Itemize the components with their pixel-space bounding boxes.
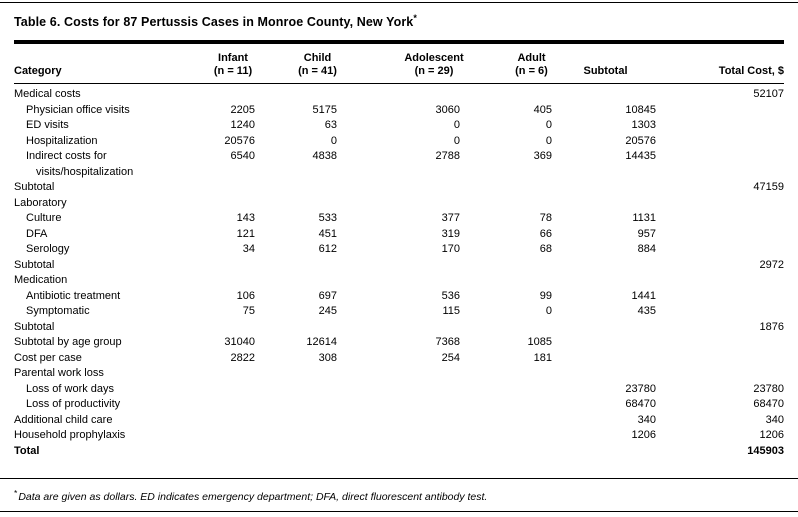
subtotal-value-cell: 435 bbox=[637, 305, 656, 318]
child-value-cell bbox=[276, 382, 359, 398]
total-cost-value-cell: 52 107 bbox=[753, 88, 784, 101]
child-value-cell: 12 614 bbox=[306, 336, 337, 349]
adult-value-cell bbox=[489, 180, 574, 196]
infant-value-cell: 31 040 bbox=[224, 336, 255, 349]
child-value-cell bbox=[276, 428, 359, 444]
adult-value-cell: 0 bbox=[545, 134, 552, 147]
subtotal-value-cell: 68 470 bbox=[625, 398, 656, 411]
infant-value-cell: 1240 bbox=[230, 119, 255, 132]
infant-value-cell: 20 576 bbox=[224, 134, 255, 147]
total-cost-value-cell bbox=[677, 118, 784, 134]
category-label: Laboratory bbox=[14, 196, 67, 209]
table-row bbox=[14, 258, 784, 274]
adolescent-value-cell: 3060 bbox=[435, 103, 460, 116]
subtotal-value-cell: 23 780 bbox=[625, 382, 656, 395]
table-row bbox=[14, 227, 784, 243]
table-row bbox=[14, 444, 784, 460]
total-cost-value-cell: 47 159 bbox=[753, 181, 784, 194]
infant-value-cell bbox=[190, 444, 276, 460]
costs-table bbox=[14, 44, 784, 459]
adolescent-value-cell: 2788 bbox=[435, 150, 460, 163]
adolescent-value-cell: 115 bbox=[442, 305, 460, 318]
category-cell bbox=[14, 335, 190, 351]
category-label: Medication bbox=[14, 274, 68, 287]
table-title-text: Table 6. Costs for 87 Pertussis Cases in Monroe County, New York bbox=[14, 15, 414, 30]
category-label: Additional child care bbox=[14, 413, 113, 426]
table-row bbox=[14, 366, 784, 382]
category-label: Subtotal bbox=[14, 320, 55, 333]
table-row bbox=[14, 351, 784, 367]
child-value-cell bbox=[276, 413, 359, 429]
category-cell bbox=[14, 413, 190, 429]
category-label: Serology bbox=[26, 243, 70, 256]
category-label: Subtotal bbox=[14, 181, 55, 194]
table-row bbox=[14, 149, 784, 180]
adult-value-cell: 405 bbox=[533, 103, 552, 116]
subtotal-value-cell: 1303 bbox=[631, 119, 656, 132]
subtotal-value-cell bbox=[574, 258, 677, 274]
category-label: Culture bbox=[26, 212, 62, 225]
adult-value-cell bbox=[489, 413, 574, 429]
child-value-cell: 308 bbox=[318, 351, 337, 364]
total-cost-value-cell bbox=[677, 335, 784, 351]
category-cell bbox=[14, 84, 190, 103]
child-value-cell: 0 bbox=[330, 134, 337, 147]
column-header-total-cost: Total Cost, $ bbox=[677, 44, 784, 84]
adolescent-value-cell: 0 bbox=[453, 134, 460, 147]
infant-value-cell bbox=[190, 397, 276, 413]
adolescent-value-cell bbox=[359, 196, 489, 212]
column-header-child bbox=[276, 44, 359, 84]
infant-value-cell: 75 bbox=[242, 305, 255, 318]
adolescent-value-cell bbox=[359, 258, 489, 274]
child-value-cell: 245 bbox=[318, 305, 337, 318]
child-value-cell bbox=[276, 366, 359, 382]
subtotal-value-cell: 957 bbox=[637, 227, 656, 240]
total-cost-value-cell bbox=[677, 149, 784, 180]
adult-value-cell bbox=[489, 196, 574, 212]
table-title-block bbox=[0, 3, 798, 40]
adolescent-value-cell: 170 bbox=[441, 243, 460, 256]
table-row bbox=[14, 335, 784, 351]
table-row bbox=[14, 84, 784, 103]
category-label: Antibiotic treatment bbox=[26, 289, 121, 302]
adult-value-cell: 181 bbox=[533, 351, 552, 364]
adult-value-cell: 99 bbox=[539, 289, 552, 302]
infant-value-cell: 2205 bbox=[230, 103, 255, 116]
adolescent-value-cell bbox=[359, 320, 489, 336]
table-row bbox=[14, 413, 784, 429]
category-label: Subtotal bbox=[14, 258, 55, 271]
child-value-cell: 5175 bbox=[312, 103, 337, 116]
subtotal-value-cell: 14 435 bbox=[625, 150, 656, 163]
column-header-child-label: Child bbox=[303, 52, 332, 65]
child-value-cell bbox=[276, 444, 359, 460]
child-value-cell: 63 bbox=[324, 119, 337, 132]
column-header-adult-label: Adult bbox=[517, 52, 546, 65]
footnote-text: Data are given as dollars. ED indicates emergency department; DFA, direct fluorescent antibody test. bbox=[18, 491, 488, 504]
total-cost-value-cell bbox=[677, 304, 784, 320]
subtotal-value-cell bbox=[574, 351, 677, 367]
category-cell bbox=[14, 103, 190, 119]
adult-value-cell bbox=[489, 84, 574, 103]
adolescent-value-cell: 0 bbox=[453, 119, 460, 132]
column-header-adult bbox=[489, 44, 574, 84]
category-cell bbox=[14, 134, 190, 150]
category-cell bbox=[14, 227, 190, 243]
category-label: Hospitalization bbox=[26, 134, 98, 147]
table-row bbox=[14, 242, 784, 258]
child-value-cell: 451 bbox=[318, 227, 337, 240]
adolescent-value-cell: 7368 bbox=[435, 336, 460, 349]
category-cell bbox=[14, 196, 190, 212]
child-value-cell bbox=[276, 180, 359, 196]
child-value-cell: 4838 bbox=[312, 150, 337, 163]
infant-value-cell bbox=[190, 428, 276, 444]
category-label: Loss of work days bbox=[26, 382, 115, 395]
subtotal-value-cell: 10 845 bbox=[625, 103, 656, 116]
category-cell bbox=[14, 149, 190, 180]
adolescent-value-cell bbox=[359, 273, 489, 289]
adolescent-value-cell: 319 bbox=[441, 227, 460, 240]
category-label: ED visits bbox=[26, 119, 69, 132]
infant-value-cell: 143 bbox=[236, 212, 255, 225]
table-row bbox=[14, 196, 784, 212]
infant-value-cell bbox=[190, 382, 276, 398]
adolescent-value-cell bbox=[359, 180, 489, 196]
subtotal-value-cell bbox=[574, 273, 677, 289]
adolescent-value-cell bbox=[359, 413, 489, 429]
adult-value-cell bbox=[489, 258, 574, 274]
adult-value-cell bbox=[489, 273, 574, 289]
category-label: Indirect costs for bbox=[26, 150, 107, 163]
child-value-cell bbox=[276, 258, 359, 274]
table-body bbox=[14, 84, 784, 460]
adult-value-cell: 66 bbox=[539, 227, 552, 240]
column-header-infant-label: Infant bbox=[218, 52, 248, 65]
column-header-adolescent bbox=[359, 44, 489, 84]
adult-value-cell bbox=[489, 366, 574, 382]
adult-value-cell bbox=[489, 428, 574, 444]
category-cell bbox=[14, 304, 190, 320]
column-header-category: Category bbox=[14, 44, 190, 84]
category-cell bbox=[14, 258, 190, 274]
column-header-infant bbox=[190, 44, 276, 84]
child-value-cell bbox=[276, 273, 359, 289]
subtotal-value-cell bbox=[574, 196, 677, 212]
bottom-rule bbox=[0, 511, 798, 512]
column-header-adolescent-label: Adolescent bbox=[404, 52, 464, 65]
category-label: Symptomatic bbox=[26, 305, 90, 318]
total-cost-value-cell: 1876 bbox=[759, 320, 784, 333]
category-label: Total bbox=[14, 444, 40, 457]
total-cost-value-cell bbox=[677, 211, 784, 227]
table-footnote bbox=[0, 479, 798, 511]
adolescent-value-cell bbox=[359, 84, 489, 103]
column-header-adolescent-n: (n = 29) bbox=[414, 65, 454, 78]
category-label: DFA bbox=[26, 227, 48, 240]
child-value-cell bbox=[276, 397, 359, 413]
adult-value-cell bbox=[489, 382, 574, 398]
category-label: Household prophylaxis bbox=[14, 429, 126, 442]
infant-value-cell bbox=[190, 84, 276, 103]
category-cell bbox=[14, 180, 190, 196]
table-row bbox=[14, 103, 784, 119]
adult-value-cell bbox=[489, 397, 574, 413]
subtotal-value-cell bbox=[574, 366, 677, 382]
table-row bbox=[14, 134, 784, 150]
adult-value-cell: 0 bbox=[545, 305, 552, 318]
category-label: Subtotal by age group bbox=[14, 336, 122, 349]
category-cell bbox=[14, 118, 190, 134]
infant-value-cell bbox=[190, 413, 276, 429]
total-cost-value-cell bbox=[677, 242, 784, 258]
table-row bbox=[14, 397, 784, 413]
total-cost-value-cell bbox=[677, 351, 784, 367]
category-label: Physician office visits bbox=[26, 103, 130, 116]
column-header-child-n: (n = 41) bbox=[298, 65, 337, 78]
adolescent-value-cell bbox=[359, 366, 489, 382]
table-row bbox=[14, 118, 784, 134]
column-header-adult-n: (n = 6) bbox=[515, 65, 548, 78]
subtotal-value-cell bbox=[574, 180, 677, 196]
child-value-cell: 697 bbox=[318, 289, 337, 302]
footnote-marker: * bbox=[14, 488, 18, 499]
infant-value-cell bbox=[190, 180, 276, 196]
subtotal-value-cell: 1441 bbox=[631, 289, 656, 302]
child-value-cell: 612 bbox=[318, 243, 337, 256]
subtotal-value-cell: 20 576 bbox=[625, 134, 656, 147]
adult-value-cell: 78 bbox=[539, 212, 552, 225]
table-row bbox=[14, 382, 784, 398]
header-row bbox=[14, 44, 784, 84]
table-bottom-spacer bbox=[0, 459, 798, 478]
total-cost-value-cell bbox=[677, 289, 784, 305]
table-row bbox=[14, 211, 784, 227]
table-row bbox=[14, 289, 784, 305]
infant-value-cell bbox=[190, 196, 276, 212]
adolescent-value-cell bbox=[359, 428, 489, 444]
category-cell bbox=[14, 382, 190, 398]
total-cost-value-cell: 2972 bbox=[759, 258, 784, 271]
total-cost-value-cell bbox=[677, 273, 784, 289]
category-label: Medical costs bbox=[14, 88, 81, 101]
column-header-subtotal: Subtotal bbox=[574, 44, 677, 84]
child-value-cell bbox=[276, 84, 359, 103]
adult-value-cell: 0 bbox=[545, 119, 552, 132]
infant-value-cell: 106 bbox=[236, 289, 255, 302]
category-cell bbox=[14, 351, 190, 367]
infant-value-cell: 2822 bbox=[230, 351, 255, 364]
adult-value-cell bbox=[489, 444, 574, 460]
category-label: Loss of productivity bbox=[26, 398, 121, 411]
adult-value-cell: 369 bbox=[533, 150, 552, 163]
total-cost-value-cell bbox=[677, 103, 784, 119]
infant-value-cell bbox=[190, 320, 276, 336]
adult-value-cell: 1085 bbox=[527, 336, 552, 349]
total-cost-value-cell bbox=[677, 134, 784, 150]
infant-value-cell: 34 bbox=[242, 243, 255, 256]
child-value-cell: 533 bbox=[318, 212, 337, 225]
column-header-infant-n: (n = 11) bbox=[213, 65, 253, 78]
title-footnote-marker: * bbox=[413, 13, 417, 23]
category-cell bbox=[14, 428, 190, 444]
table-title bbox=[14, 15, 417, 29]
infant-value-cell bbox=[190, 273, 276, 289]
subtotal-value-cell: 340 bbox=[637, 413, 656, 426]
infant-value-cell: 6540 bbox=[230, 150, 255, 163]
category-cell bbox=[14, 320, 190, 336]
adult-value-cell bbox=[489, 320, 574, 336]
category-label: Parental work loss bbox=[14, 367, 104, 380]
category-cell bbox=[14, 211, 190, 227]
table-row bbox=[14, 304, 784, 320]
infant-value-cell: 121 bbox=[236, 227, 255, 240]
subtotal-value-cell: 884 bbox=[637, 243, 656, 256]
total-cost-value-cell bbox=[677, 366, 784, 382]
child-value-cell bbox=[276, 196, 359, 212]
subtotal-value-cell bbox=[574, 335, 677, 351]
category-cell bbox=[14, 397, 190, 413]
child-value-cell bbox=[276, 320, 359, 336]
adolescent-value-cell: 377 bbox=[441, 212, 460, 225]
adolescent-value-cell: 536 bbox=[441, 289, 460, 302]
category-cell bbox=[14, 242, 190, 258]
table-row bbox=[14, 428, 784, 444]
subtotal-value-cell: 1131 bbox=[632, 212, 656, 225]
infant-value-cell bbox=[190, 366, 276, 382]
adolescent-value-cell bbox=[359, 382, 489, 398]
total-cost-value-cell: 145 903 bbox=[747, 444, 784, 457]
infant-value-cell bbox=[190, 258, 276, 274]
category-label: Cost per case bbox=[14, 351, 82, 364]
table-row bbox=[14, 273, 784, 289]
adolescent-value-cell bbox=[359, 397, 489, 413]
total-cost-value-cell bbox=[677, 196, 784, 212]
table-row bbox=[14, 320, 784, 336]
adult-value-cell: 68 bbox=[539, 243, 552, 256]
total-cost-value-cell: 68 470 bbox=[753, 398, 784, 411]
adolescent-value-cell bbox=[359, 444, 489, 460]
category-label-line2: visits/hospitalization bbox=[36, 165, 134, 178]
table-row bbox=[14, 180, 784, 196]
subtotal-value-cell: 1206 bbox=[631, 429, 656, 442]
total-cost-value-cell: 1206 bbox=[759, 429, 784, 442]
subtotal-value-cell bbox=[574, 320, 677, 336]
category-cell bbox=[14, 444, 190, 460]
category-cell bbox=[14, 289, 190, 305]
total-cost-value-cell: 23 780 bbox=[753, 382, 784, 395]
adolescent-value-cell: 254 bbox=[441, 351, 460, 364]
total-cost-value-cell: 340 bbox=[765, 413, 784, 426]
table-header bbox=[14, 44, 784, 84]
subtotal-value-cell bbox=[574, 84, 677, 103]
category-cell bbox=[14, 273, 190, 289]
total-cost-value-cell bbox=[677, 227, 784, 243]
subtotal-value-cell bbox=[574, 444, 677, 460]
category-cell bbox=[14, 366, 190, 382]
